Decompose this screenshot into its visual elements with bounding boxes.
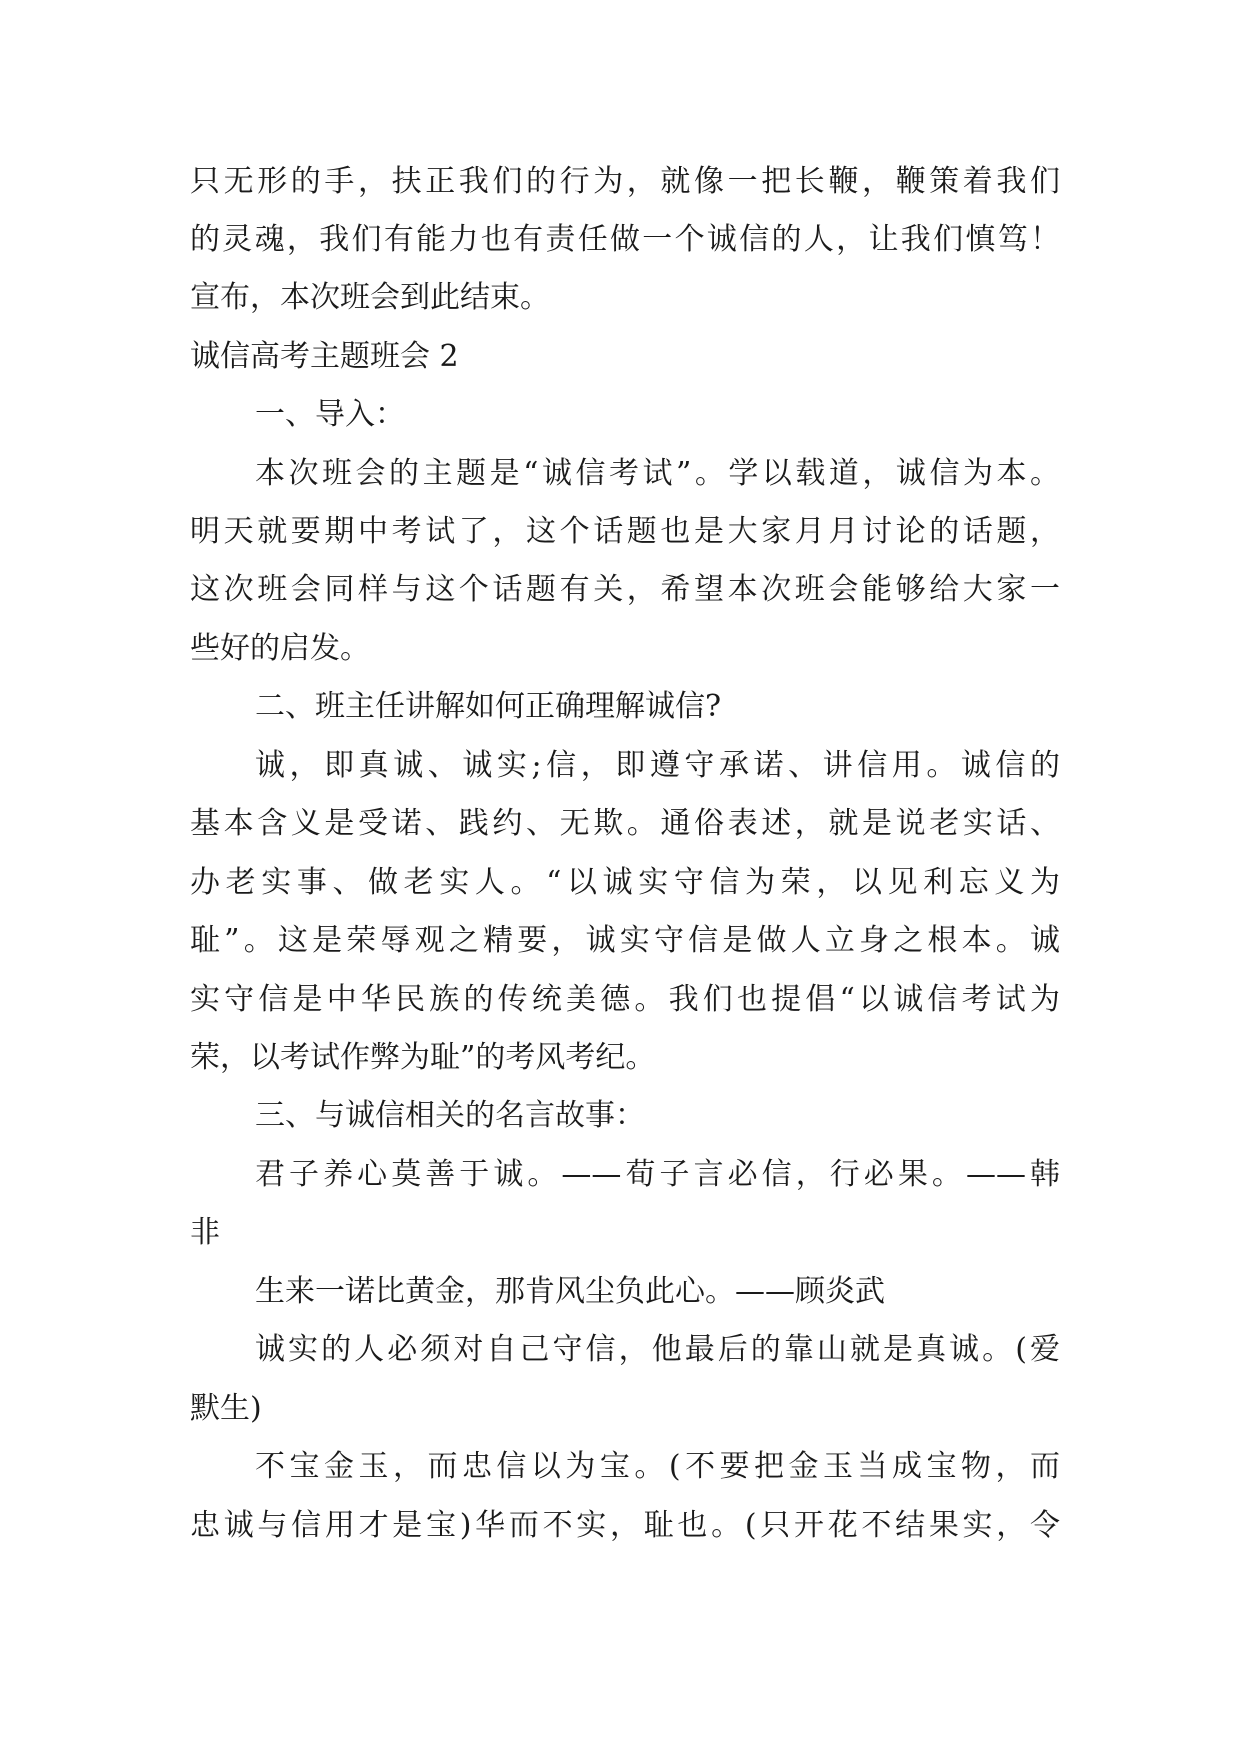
section-heading: 诚信高考主题班会 2 bbox=[190, 339, 459, 374]
quote-line: 君子养心莫善于诚。——荀子言必信，行必果。——韩 bbox=[255, 1157, 1060, 1192]
text-line: 的灵魂，我们有能力也有责任做一个诚信的人，让我们慎笃！ bbox=[190, 222, 1060, 257]
quote-line: 忠诚与信用才是宝)华而不实，耻也。(只开花不结果实，令 bbox=[190, 1508, 1060, 1543]
text-line: 宣布，本次班会到此结束。 bbox=[190, 280, 550, 315]
text-line: 耻”。这是荣辱观之精要，诚实守信是做人立身之根本。诚 bbox=[190, 923, 1060, 958]
text-line: 办老实事、做老实人。“以诚实守信为荣，以见利忘义为 bbox=[190, 865, 1060, 900]
quote-line: 诚实的人必须对自己守信，他最后的靠山就是真诚。(爱 bbox=[255, 1332, 1060, 1367]
text-line: 诚，即真诚、诚实;信，即遵守承诺、讲信用。诚信的 bbox=[255, 748, 1060, 783]
text-line: 些好的启发。 bbox=[190, 631, 370, 666]
text-line: 实守信是中华民族的传统美德。我们也提倡“以诚信考试为 bbox=[190, 982, 1060, 1017]
text-line: 荣，以考试作弊为耻”的考风考纪。 bbox=[190, 1040, 656, 1075]
subheading: 三、与诚信相关的名言故事： bbox=[255, 1098, 645, 1133]
quote-line: 默生) bbox=[190, 1391, 262, 1426]
quote-line: 不宝金玉，而忠信以为宝。(不要把金玉当成宝物，而 bbox=[255, 1449, 1060, 1484]
text-line: 基本含义是受诺、践约、无欺。通俗表述，就是说老实话、 bbox=[190, 806, 1060, 841]
text-line: 明天就要期中考试了，这个话题也是大家月月讨论的话题， bbox=[190, 514, 1060, 549]
text-line: 本次班会的主题是“诚信考试”。学以载道，诚信为本。 bbox=[255, 456, 1060, 491]
text-line: 只无形的手，扶正我们的行为，就像一把长鞭，鞭策着我们 bbox=[190, 164, 1060, 199]
text-line: 这次班会同样与这个话题有关，希望本次班会能够给大家一 bbox=[190, 572, 1060, 607]
quote-line: 非 bbox=[190, 1215, 220, 1250]
subheading: 一、导入： bbox=[255, 397, 405, 432]
quote-line: 生来一诺比黄金，那肯风尘负此心。——顾炎武 bbox=[255, 1274, 885, 1309]
subheading: 二、班主任讲解如何正确理解诚信? bbox=[255, 689, 722, 724]
